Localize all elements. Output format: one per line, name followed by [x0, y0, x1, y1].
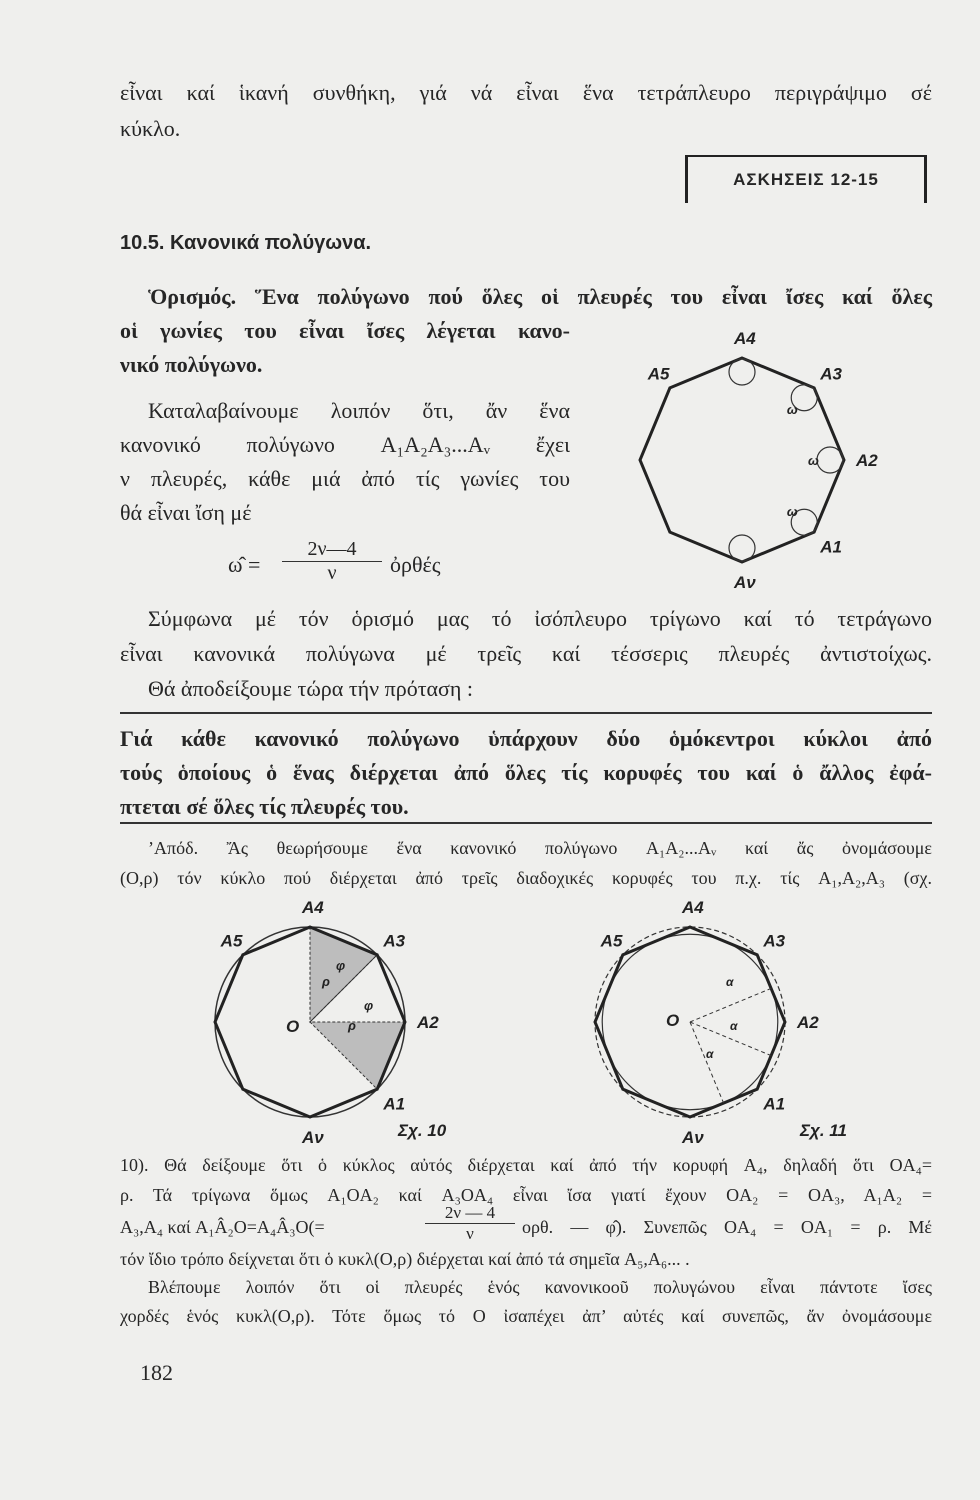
angle-arc	[729, 359, 755, 385]
apothem	[690, 988, 771, 1022]
exercises-box: ΑΣΚΗΣΕΙΣ 12-15	[685, 155, 927, 203]
vertex-label-av: Aν	[302, 1128, 324, 1147]
fraction-denominator: ν	[425, 1223, 515, 1244]
definition-line: Ὁρισμός. Ἕνα πολύγωνο πού ὅλες οἱ πλευρές του εἶναι ἴσες καί ὅλες	[148, 284, 932, 309]
angle-arc	[729, 535, 755, 561]
apothem-label: α	[726, 975, 734, 989]
text-line: εἶναι καί ἱκανή συνθήκη, γιά νά εἶναι ἕνα τετράπλευρο περιγράψιμο σέ	[120, 80, 932, 105]
theorem-line: Γιά κάθε κανονικό πολύγωνο ὑπάρχουν δύο ὁμόκεντροι κύκλοι ἀπό	[120, 726, 932, 751]
text-line: κανονικό πολύγωνο A₁A₂A₃...Aᵥ ἔχει	[120, 432, 570, 457]
rho-label: ρ	[322, 974, 330, 989]
text-line: τόν ἴδιο τρόπο δείχνεται ὅτι ὁ κυκλ(O,ρ) διέρχεται καί ἀπό τά σημεῖα A₅,A₆... .	[120, 1249, 690, 1269]
formula-unit: ὀρθές	[390, 552, 441, 577]
text-line: ν πλευρές, κάθε μιά ἀπό τίς γωνίες του	[120, 466, 570, 491]
phi-label: φ	[364, 998, 374, 1013]
divider	[120, 822, 932, 824]
fraction	[425, 1203, 515, 1244]
proof-line: (O,ρ) τόν κύκλο πού διέρχεται ἀπό τρεῖς διαδοχικές κορυφές του π.χ. τίς A₁,A₂,A₃ (σχ.	[120, 868, 932, 888]
vertex-label-av: Aν	[682, 1128, 704, 1147]
text-line: Θά ἀποδείξουμε τώρα τήν πρόταση :	[148, 676, 474, 701]
apothem-label: α	[730, 1019, 738, 1033]
vertex-label-av: Aν	[734, 573, 756, 592]
apothem-label: α	[706, 1047, 714, 1061]
octagon-figure	[630, 329, 878, 592]
omega-label: ω	[808, 453, 819, 468]
theorem-line: πτεται σέ ὅλες τίς πλευρές του.	[120, 794, 409, 819]
fraction-numerator: 2ν — 4	[444, 1203, 496, 1222]
angle-arc	[817, 447, 843, 473]
phi-label: φ	[336, 958, 346, 973]
formula-lhs: ω̂ =	[228, 552, 261, 577]
text-line: κύκλο.	[120, 116, 181, 141]
page-number: 182	[140, 1360, 173, 1385]
vertex-label-a3: A3	[763, 931, 786, 951]
center-label-O: O	[286, 1017, 300, 1036]
text-line: Σύμφωνα μέ τόν ὁρισμό μας τό ἰσόπλευρο τρίγωνο καί τό τετράγωνο	[148, 606, 932, 631]
vertex-label-a3: A3	[383, 931, 406, 951]
vertex-label-a5: A5	[647, 364, 670, 384]
definition-line: νικό πολύγωνο.	[120, 352, 263, 377]
divider	[120, 712, 932, 714]
text-line: ρ. Τά τρίγωνα ὅμως A₁OA₂ καί A₃OA₄ εἶναι ἴσα γιατί ἔχουν OA₂ = OA₃, A₁A₂ =	[120, 1185, 932, 1205]
vertex-label-a4: A4	[682, 898, 704, 917]
vertex-label-a2: A2	[417, 1013, 439, 1032]
text-line: εἶναι κανονικά πολύγωνα μέ τρεῖς καί τέσσερις πλευρές ἀντιστοίχως.	[120, 641, 932, 666]
vertex-label-a4: A4	[302, 898, 324, 917]
rho-label: ρ	[348, 1018, 356, 1033]
section-title: 10.5. Κανονικά πολύγωνα.	[120, 232, 372, 254]
text-line: ορθ. — φ̂). Συνεπῶς OA₄ = OA₁ = ρ. Μέ	[522, 1217, 932, 1237]
figure-caption: Σχ. 10	[398, 1121, 447, 1140]
text-line: θά εἶναι ἴση μέ	[120, 500, 252, 525]
omega-label: ω	[786, 503, 798, 519]
vertex-label-a4: A4	[734, 329, 756, 348]
figure-11	[590, 900, 880, 1145]
vertex-label-a2: A2	[797, 1013, 819, 1032]
text-line: χορδές ἑνός κυκλ(O,ρ). Τότε ὅμως τό O ἰσαπέχει ἀπ’ αὐτές καί συνεπῶς, ἄν ὀνομάσουμε	[120, 1306, 932, 1326]
vertex-label-a5: A5	[220, 931, 243, 951]
vertex-label-a1: A1	[763, 1094, 786, 1114]
definition-line: οἱ γωνίες του εἶναι ἴσες λέγεται κανο-	[120, 318, 570, 343]
text-line: 10). Θά δείξουμε ὅτι ὁ κύκλος αὐτός διέρχεται καί ἀπό τήν κορυφή A₄, δηλαδή ὅτι OA₄=	[120, 1155, 932, 1175]
vertex-label-a3: A3	[820, 364, 843, 384]
formula-fraction	[282, 538, 382, 585]
figure-10	[200, 900, 480, 1145]
text-line: A₃,A₄ καί A₁Â₂O=A₄Â₃O(=	[120, 1217, 325, 1237]
vertex-label-a2: A2	[856, 451, 878, 470]
proof-line: ’Απόδ. Ἄς θεωρήσουμε ἕνα κανονικό πολύγωνο A₁A₂...Aᵥ καί ἄς ὀνομάσουμε	[148, 838, 932, 858]
omega-label: ω	[786, 402, 798, 418]
formula-denominator: ν	[282, 561, 382, 585]
theorem-line: τούς ὁποίους ὁ ἕνας διέρχεται ἀπό ὅλες τίς κορυφές του καί ὁ ἄλλος ἐφά-	[120, 760, 932, 785]
vertex-label-a1: A1	[820, 537, 843, 557]
center-label-O: O	[666, 1011, 680, 1030]
text-line: Καταλαβαίνουμε λοιπόν ὅτι, ἄν ἕνα	[148, 398, 570, 423]
formula-numerator: 2ν—4	[307, 538, 357, 560]
vertex-label-a5: A5	[600, 931, 623, 951]
text-line: Βλέπουμε λοιπόν ὅτι οἱ πλευρές ἑνός κανονικοοῦ πολυγώνου εἶναι πάντοτε ἴσες	[148, 1277, 932, 1297]
figure-caption: Σχ. 11	[800, 1121, 847, 1140]
vertex-label-a1: A1	[383, 1094, 406, 1114]
